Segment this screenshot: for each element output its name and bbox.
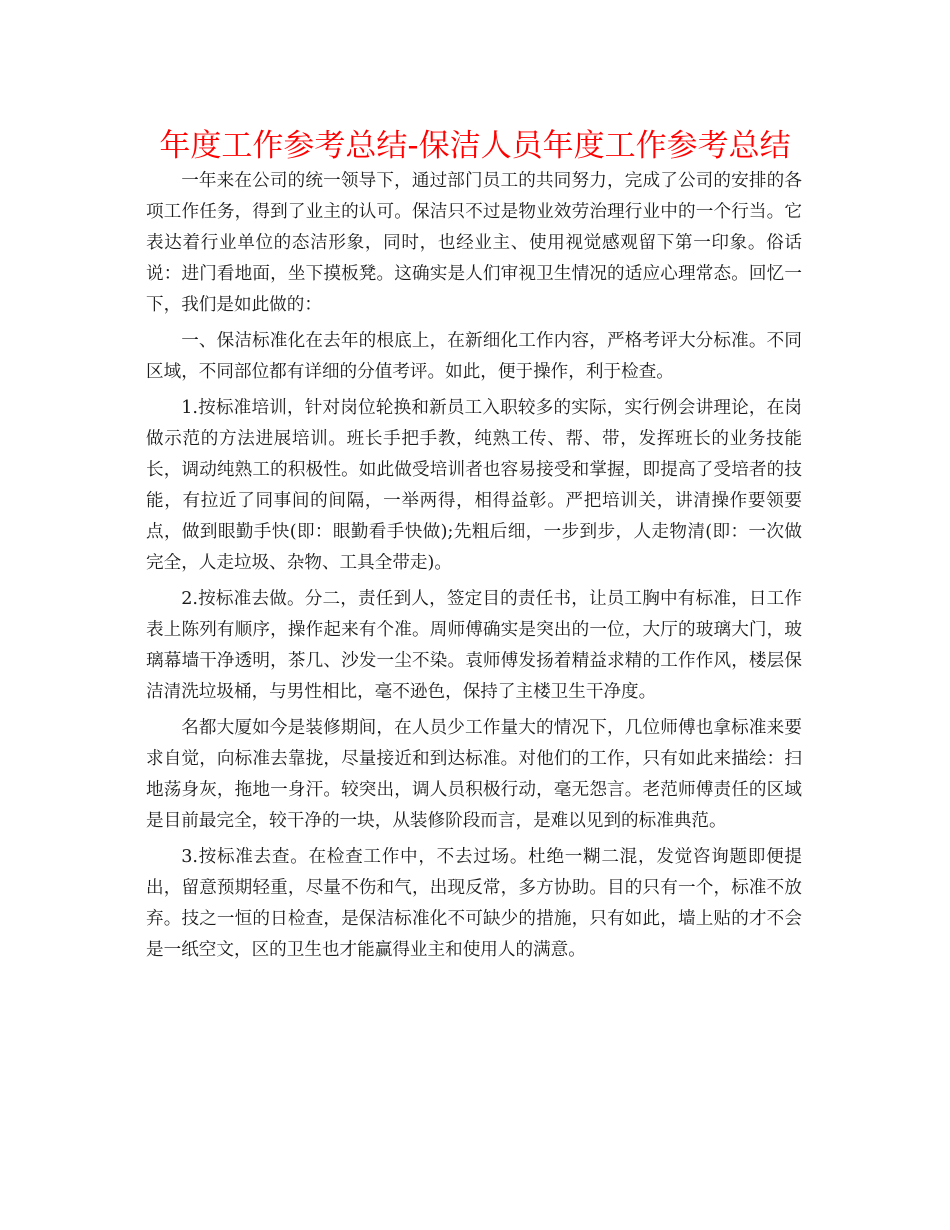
- document-body: [146, 166, 802, 971]
- paragraph-intro: 一年来在公司的统一领导下，通过部门员工的共同努力，完成了公司的安排的各项工作任务，得到了业主的认可。保洁只不过是物业效劳治理行业中的一个行当。它表达着行业单位的态洁形象，同时，也经业主、使用视觉感观留下第一印象。俗话说：进门看地面，坐下摸板凳。这确实是人们审视卫生情况的适应心理常态。回忆一下，我们是如此做的：: [146, 171, 802, 315]
- document-title: 年度工作参考总结-保洁人员年度工作参考总结: [159, 128, 791, 164]
- paragraph-item-2: 2.按标准去做。分二，责任到人，签定目的责任书，让员工胸中有标准，日工作表上陈列有顺序，操作起来有个准。周师傅确实是突出的一位，大厅的玻璃大门，玻璃幕墙干净透明，茶几、沙发一尘不染。袁师傅发扬着精益求精的工作作风，楼层保洁清洗垃圾桶，与男性相比，毫不逊色，保持了主楼卫生干净度。: [146, 589, 802, 702]
- paragraph-section-1: 一、保洁标准化在去年的根底上，在新细化工作内容，严格考评大分标准。不同区域，不同部位都有详细的分值考评。如此，便于操作，利于检查。: [146, 331, 802, 382]
- paragraph-item-1: 1.按标准培训，针对岗位轮换和新员工入职较多的实际，实行例会讲理论，在岗做示范的方法进展培训。班长手把手教，纯熟工传、帮、带，发挥班长的业务技能长，调动纯熟工的积极性。如此做受培训者也容易接受和掌握，即提高了受培者的技能，有拉近了同事间的间隔，一举两得，相得益彰。严把培训关，讲清操作要领要点，做到眼勤手快(即：眼勤看手快做);先粗后细，一步到步，人走物清(即：一次做完全，人走垃圾、杂物、工具全带走)。: [146, 398, 802, 573]
- paragraph-mingdu: 名都大厦如今是装修期间，在人员少工作量大的情况下，几位师傅也拿标准来要求自觉，向标准去靠拢，尽量接近和到达标准。对他们的工作，只有如此来描绘：扫地荡身灰，拖地一身汗。较突出，调人员积极行动，毫无怨言。老范师傅责任的区域是目前最完全，较干净的一块，从装修阶段而言，是难以见到的标准典范。: [146, 718, 802, 831]
- paragraph-item-3: 3.按标准去查。在检查工作中，不去过场。杜绝一糊二混，发觉咨询题即便提出，留意预期轻重，尽量不伤和气，出现反常，多方协助。目的只有一个，标准不放弃。技之一恒的日检查，是保洁标准化不可缺少的措施，只有如此，墙上贴的才不会是一纸空文，区的卫生也才能赢得业主和使用人的满意。: [146, 847, 802, 960]
